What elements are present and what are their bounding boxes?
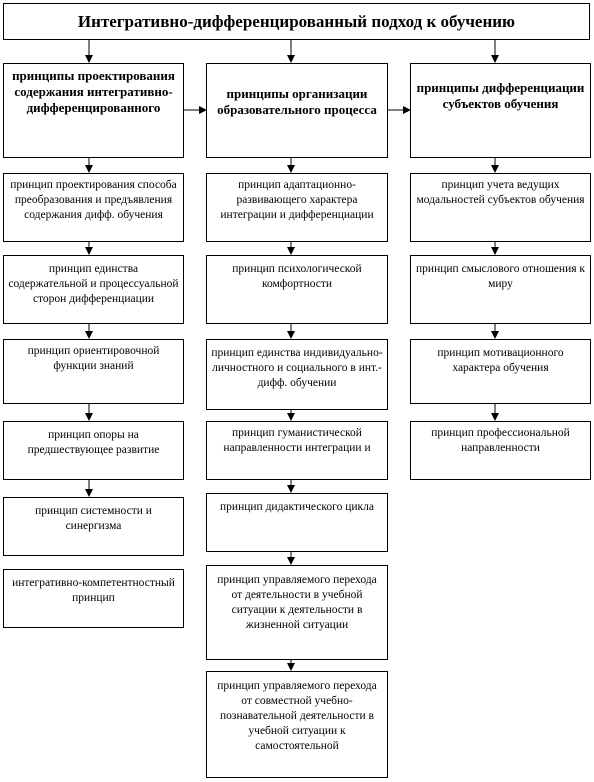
col3-principle-1: принцип смыслового отношения к миру <box>410 255 591 324</box>
col1-principle-2: принцип ориентировочной функции знаний <box>3 339 184 404</box>
col3-principle-3: принцип профессиональной направленности <box>410 421 591 480</box>
col1-principle-1: принцип единства содержательной и процессуальной сторон дифференциации <box>3 255 184 324</box>
col2-principle-3: принцип гуманистической направленности интеграции и <box>206 421 388 480</box>
col2-principle-5: принцип управляемого перехода от деятельности в учебной ситуации к деятельности в жизненной ситуации <box>206 565 388 660</box>
col3-principle-2: принцип мотивационного характера обучения <box>410 339 591 404</box>
col2-principle-4: принцип дидактического цикла <box>206 493 388 552</box>
col1-principle-0: принцип проектирования способа преобразования и предъявления содержания дифф. обучения <box>3 173 184 242</box>
col2-principle-0: принцип адаптационно-развивающего характера интеграции и дифференциации <box>206 173 388 242</box>
column-header-content-design: принципы проектирования содержания интегративно-дифференцированного <box>3 63 184 158</box>
col2-principle-1: принцип психологической комфортности <box>206 255 388 324</box>
col1-principle-3: принцип опоры на предшествующее развитие <box>3 421 184 480</box>
col1-principle-4: принцип системности и синергизма <box>3 497 184 556</box>
column-header-learner-differentiation: принципы дифференциации субъектов обучения <box>410 63 591 158</box>
column-header-process-organization: принципы организации образовательного процесса <box>206 63 388 158</box>
col1-principle-5: интегративно-компетентностный принцип <box>3 569 184 628</box>
col2-principle-6: принцип управляемого перехода от совместной учебно-познавательной деятельности в учебной ситуации к самостоятельной <box>206 671 388 778</box>
col3-principle-0: принцип учета ведущих модальностей субъектов обучения <box>410 173 591 242</box>
diagram-title: Интегративно-дифференцированный подход к обучению <box>3 3 590 40</box>
col2-principle-2: принцип единства индивидуально-личностного и социального в инт.-дифф. обучении <box>206 339 388 410</box>
